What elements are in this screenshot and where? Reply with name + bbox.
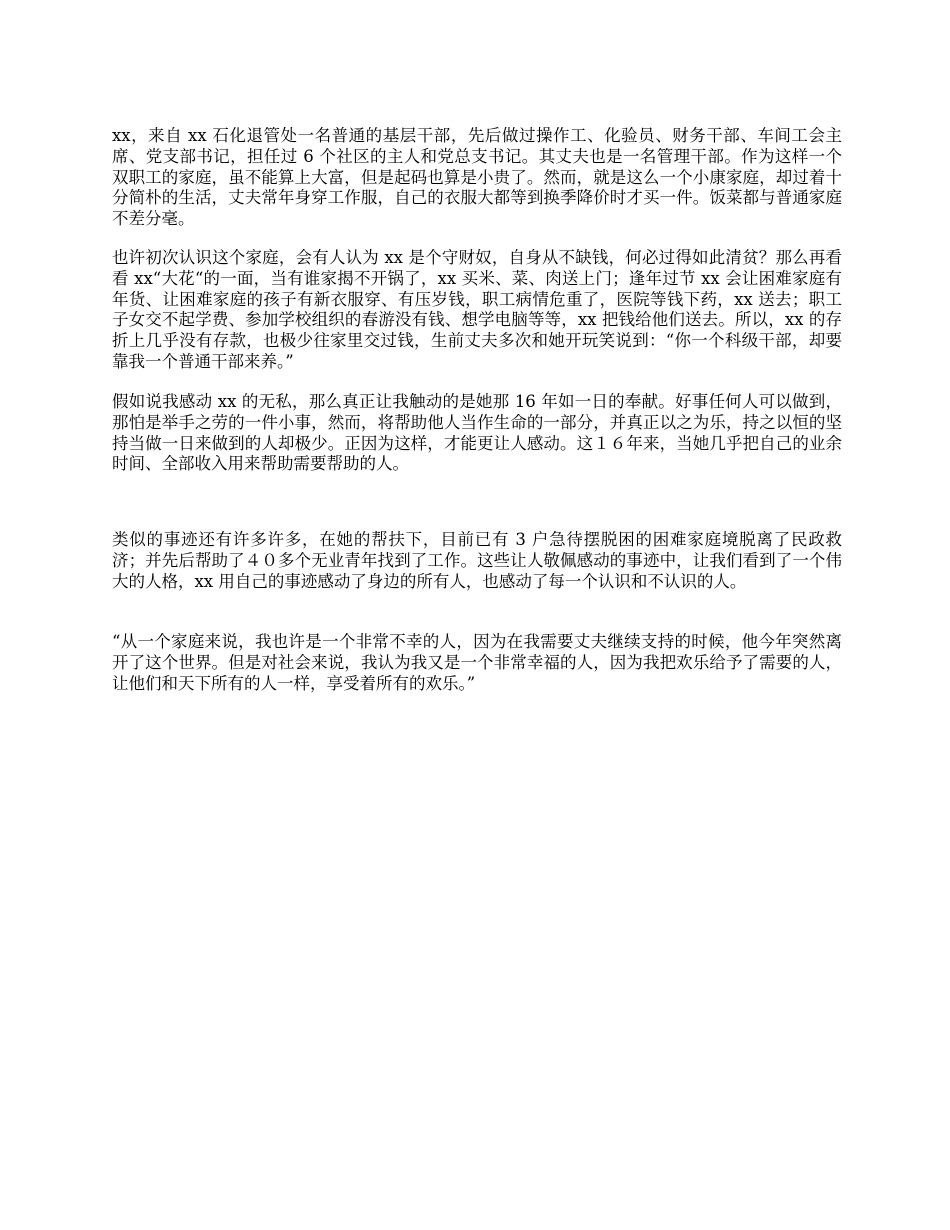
paragraph-1: xx，来自 xx 石化退管处一名普通的基层干部，先后做过操作工、化验员、财务干部、车间工会主席、党支部书记，担任过 6 个社区的主人和党总支书记。其丈夫也是一名管理干部。作为这样一个双职工的家庭，虽不能算上大富，但是起码也算是小贵了。然而，就是这么一个小康家庭，却过着十分简朴的生活，丈夫常年身穿工作服，自己的衣服大都等到换季降价时才买一件。饭菜都与普通家庭不差分毫。 [112, 126, 842, 229]
paragraph-3: 假如说我感动 xx 的无私，那么真正让我触动的是她那 16 年如一日的奉献。好事任何人可以做到，那怕是举手之劳的一件小事，然而，将帮助他人当作生命的一部分，并真正以之为乐，持之以恒的坚持当做一日来做到的人却极少。正因为这样，才能更让人感动。这１６年来，当她几乎把自己的业余时间、全部收入用来帮助需要帮助的人。 [112, 392, 842, 474]
paragraph-4: 类似的事迹还有许多许多，在她的帮扶下，目前已有 3 户急待摆脱困的困难家庭境脱离了民政救济；并先后帮助了４０多个无业青年找到了工作。这些让人敬佩感动的事迹中，让我们看到了一个伟大的人格，xx 用自己的事迹感动了身边的所有人，也感动了每一个认识和不认识的人。 [112, 530, 842, 591]
paragraph-5: “从一个家庭来说，我也许是一个非常不幸的人，因为在我需要丈夫继续支持的时候，他今年突然离开了这个世界。但是对社会来说，我认为我又是一个非常幸福的人，因为我把欢乐给予了需要的人，让他们和天下所有的人一样，享受着所有的欢乐。” [112, 632, 842, 693]
paragraph-2: 也许初次认识这个家庭，会有人认为 xx 是个守财奴，自身从不缺钱，何必过得如此清贫？那么再看看 xx“大花“的一面，当有谁家揭不开锅了，xx 买米、菜、肉送上门；逢年过节 xx 会让困难家庭有年货、让困难家庭的孩子有新衣服穿、有压岁钱，职工病情危重了，医院等钱下药，xx 送去；职工子女交不起学费、参加学校组织的春游没有钱、想学电脑等等，xx 把钱给他们送去。所以，xx 的存折上几乎没有存款，也极少往家里交过钱，生前丈夫多次和她开玩笑说到：“你一个科级干部，却要靠我一个普通干部来养。” [112, 248, 842, 371]
